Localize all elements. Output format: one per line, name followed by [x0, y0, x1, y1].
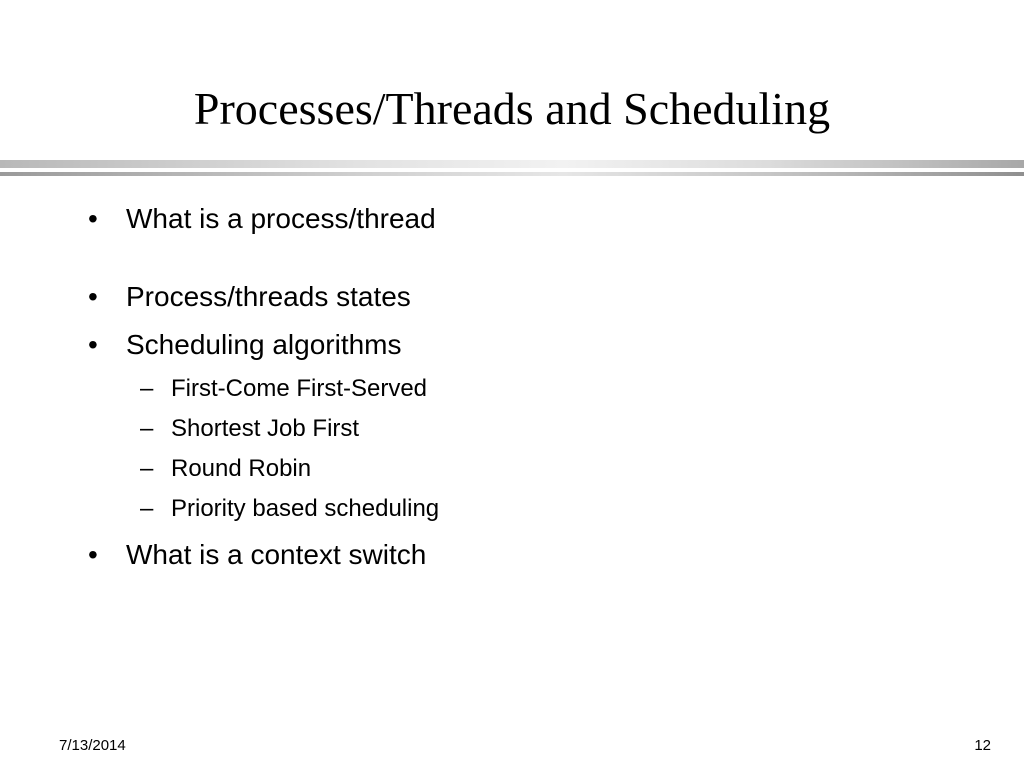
bullet-icon: •	[88, 203, 98, 234]
slide-title: Processes/Threads and Scheduling	[193, 83, 831, 134]
sub-item-text: First-Come First-Served	[171, 375, 428, 402]
dash-icon: –	[140, 375, 154, 402]
bullet-text: What is a process/thread	[126, 203, 436, 234]
sub-item-text: Round Robin	[171, 455, 312, 482]
footer-date: 7/13/2014	[59, 737, 126, 754]
sub-item-round-robin	[140, 455, 311, 483]
dash-icon: –	[140, 495, 154, 522]
sub-item-sjf	[140, 415, 359, 443]
bullet-text: Process/threads states	[126, 281, 411, 312]
sub-item-priority	[140, 495, 439, 523]
bullet-text: What is a context switch	[126, 539, 427, 570]
sub-item-text: Shortest Job First	[171, 415, 360, 442]
bullet-item-states	[88, 281, 411, 313]
bullet-text: Scheduling algorithms	[126, 329, 402, 360]
dash-icon: –	[140, 455, 154, 482]
bullet-item-scheduling-algorithms	[88, 329, 402, 361]
footer-page-number: 12	[974, 737, 991, 754]
bullet-icon: •	[88, 539, 98, 570]
dash-icon: –	[140, 415, 154, 442]
bullet-icon: •	[88, 281, 98, 312]
bullet-icon: •	[88, 329, 98, 360]
bullet-item-context-switch	[88, 539, 426, 571]
bullet-item-process-thread	[88, 203, 436, 235]
sub-item-fcfs	[140, 375, 427, 403]
sub-item-text: Priority based scheduling	[171, 495, 440, 522]
